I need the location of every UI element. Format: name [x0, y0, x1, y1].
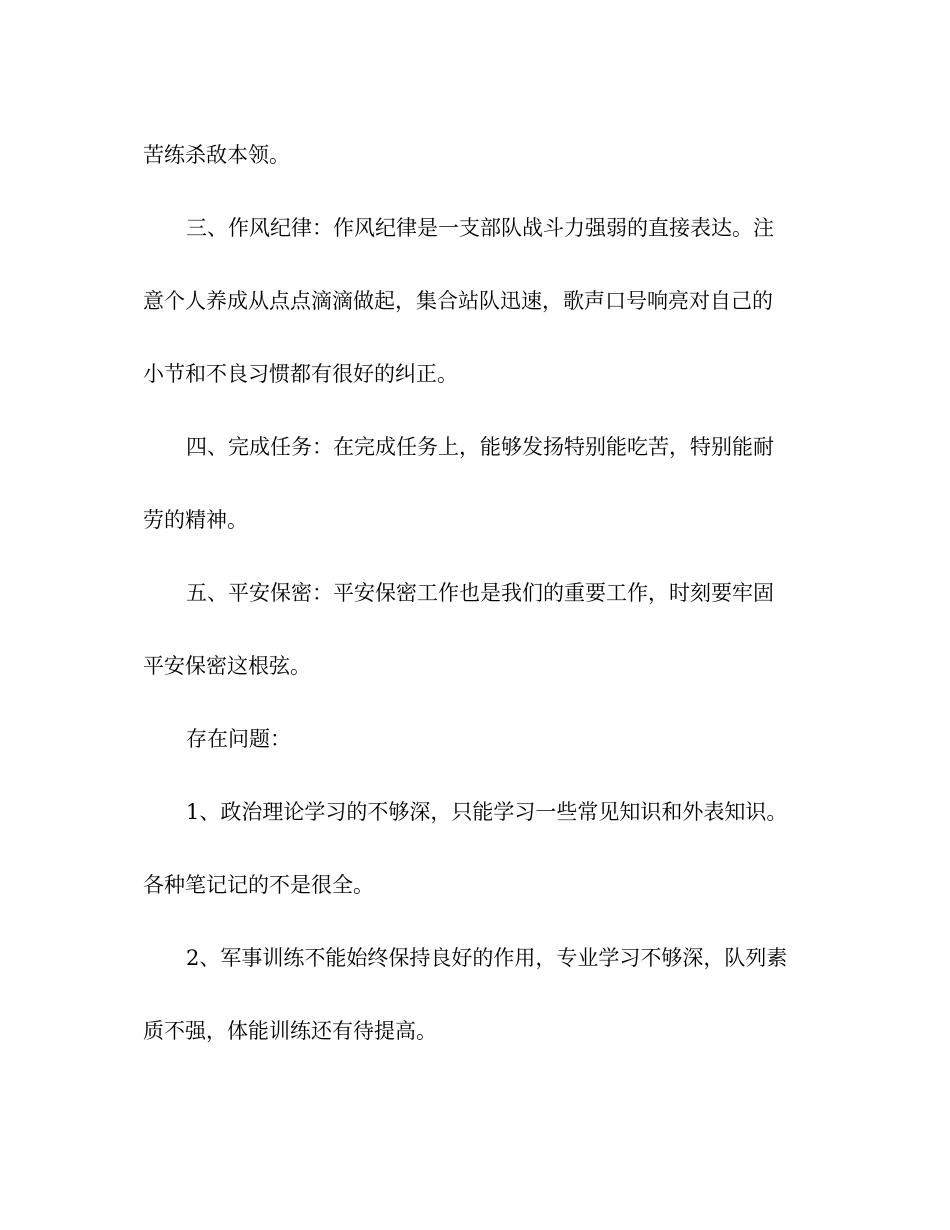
- text-line: 苦练杀敌本领。: [143, 143, 290, 167]
- text-line: 四、完成任务：在完成任务上，能够发扬特别能吃苦，特别能耐: [186, 435, 774, 459]
- text-line: 2、军事训练不能始终保持良好的作用，专业学习不够深，队列素: [186, 946, 788, 970]
- text-line: 三、作风纪律：作风纪律是一支部队战斗力强弱的直接表达。注: [186, 216, 774, 240]
- text-line: 劳的精神。: [143, 508, 248, 532]
- section-heading: 存在问题：: [186, 727, 291, 751]
- text-line: 各种笔记记的不是很全。: [143, 873, 374, 897]
- text-line: 1、政治理论学习的不够深，只能学习一些常见知识和外表知识。: [186, 800, 788, 824]
- text-line: 五、平安保密：平安保密工作也是我们的重要工作，时刻要牢固: [186, 581, 774, 605]
- text-line: 平安保密这根弦。: [143, 654, 311, 678]
- text-line: 质不强，体能训练还有待提高。: [143, 1019, 437, 1043]
- text-line: 小节和不良习惯都有很好的纠正。: [143, 362, 458, 386]
- text-line: 意个人养成从点点滴滴做起，集合站队迅速，歌声口号响亮对自己的: [143, 289, 773, 313]
